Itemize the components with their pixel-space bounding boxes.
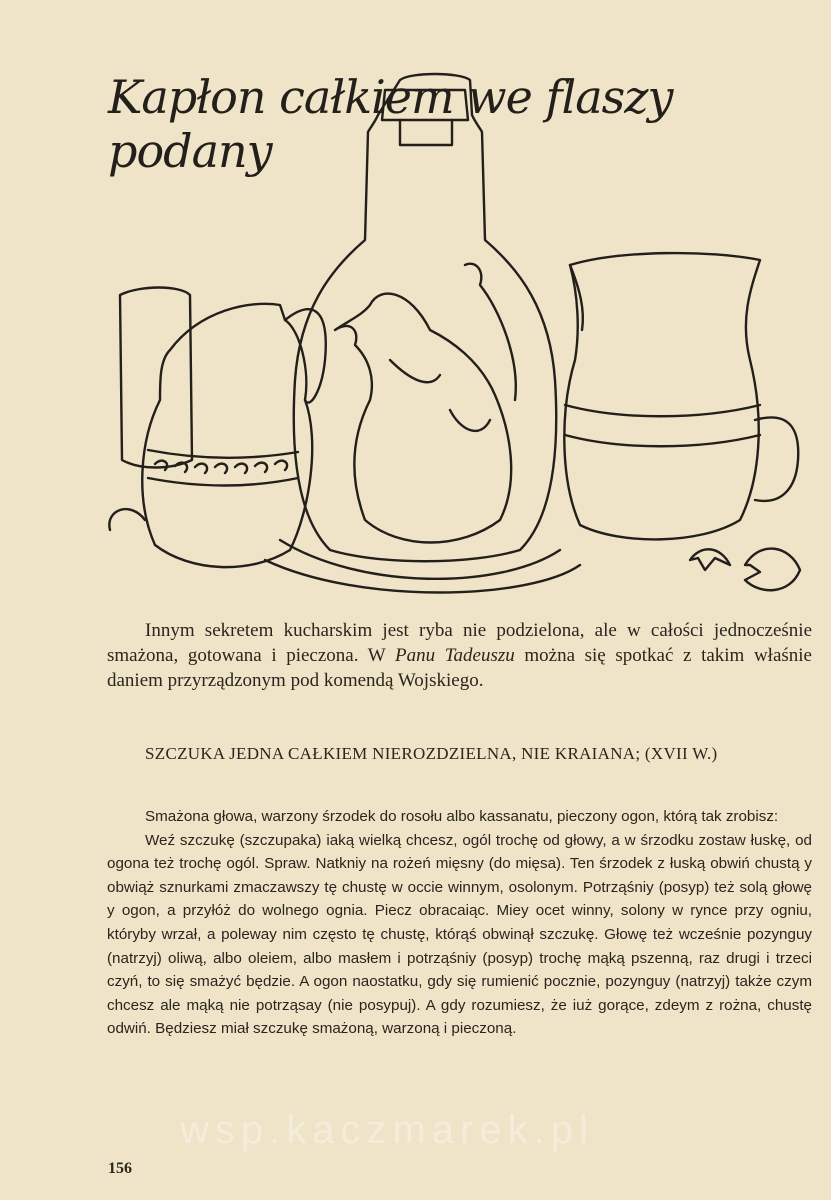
- page-number: 156: [108, 1160, 132, 1177]
- intro-paragraph: [107, 618, 812, 693]
- intro-italic-title: Panu Tadeuszu: [394, 645, 515, 666]
- illustration-title: Kapłon całkiem we flaszy podany: [108, 70, 673, 178]
- recipe-paragraph: Weź szczukę (szczupaka) iaką wielką chcesz, ogól trochę od głowy, a w śrzodku zostaw łuskę, od ogona też trochę ogól. Spraw. Natkniy na rożeń mięsny (do mięsa). Ten śrzodek z łuską obwiń chustą y obwiąż sznurkami zmaczawszy tę chustę w occie winnym, osolonym. Potrząśniy (posyp) też solą głowę y ogon, a przyłóż do wolnego ognia. Piecz obracaiąc. Miey ocet winny, solony w rynce przy ogniu, któryby wrzał, a poleway nim często tę chustę, którąś obwinął szczukę. Głowę też wcześnie pozynguy (natrzyj) oliwą, albo oleiem, albo masłem i potrząśniy (posyp) trochę mąką pszenną, raz drugi i trzeci czyń, to się smażyć będzie. A ogon naostatku, gdy się rumienić pocznie, pozynguy (natrzyj) także czym chcesz ale mąką nie potrząsay (nie posypuj). A gdy rozumiesz, że iuż gorące, zdeym z rożna, chustę odwiń. Będziesz miał szczukę smażoną, warzoną i pieczoną.: [107, 831, 812, 1038]
- watermark: wsp.kaczmarek.pl: [180, 1108, 594, 1152]
- intro-text-part1: Innym sekretem kucharskim jest ryba nie podzielona, ale w całości jednocześnie smażona, gotowana i pieczona. W: [107, 620, 812, 666]
- recipe-body: [107, 805, 812, 1041]
- intro-text-part2: można się spotkać z takim właśnie daniem przyrządzonym pod komendą Wojskiego.: [107, 645, 812, 691]
- recipe-paragraph: Smażona głowa, warzony śrzodek do rosołu albo kassanatu, pieczony ogon, którą tak zrobisz:: [145, 808, 779, 825]
- recipe-title: SZCZUKA JEDNA CAŁKIEM NIEROZDZIELNA, NIE KRAIANA; (XVII W.): [145, 744, 718, 763]
